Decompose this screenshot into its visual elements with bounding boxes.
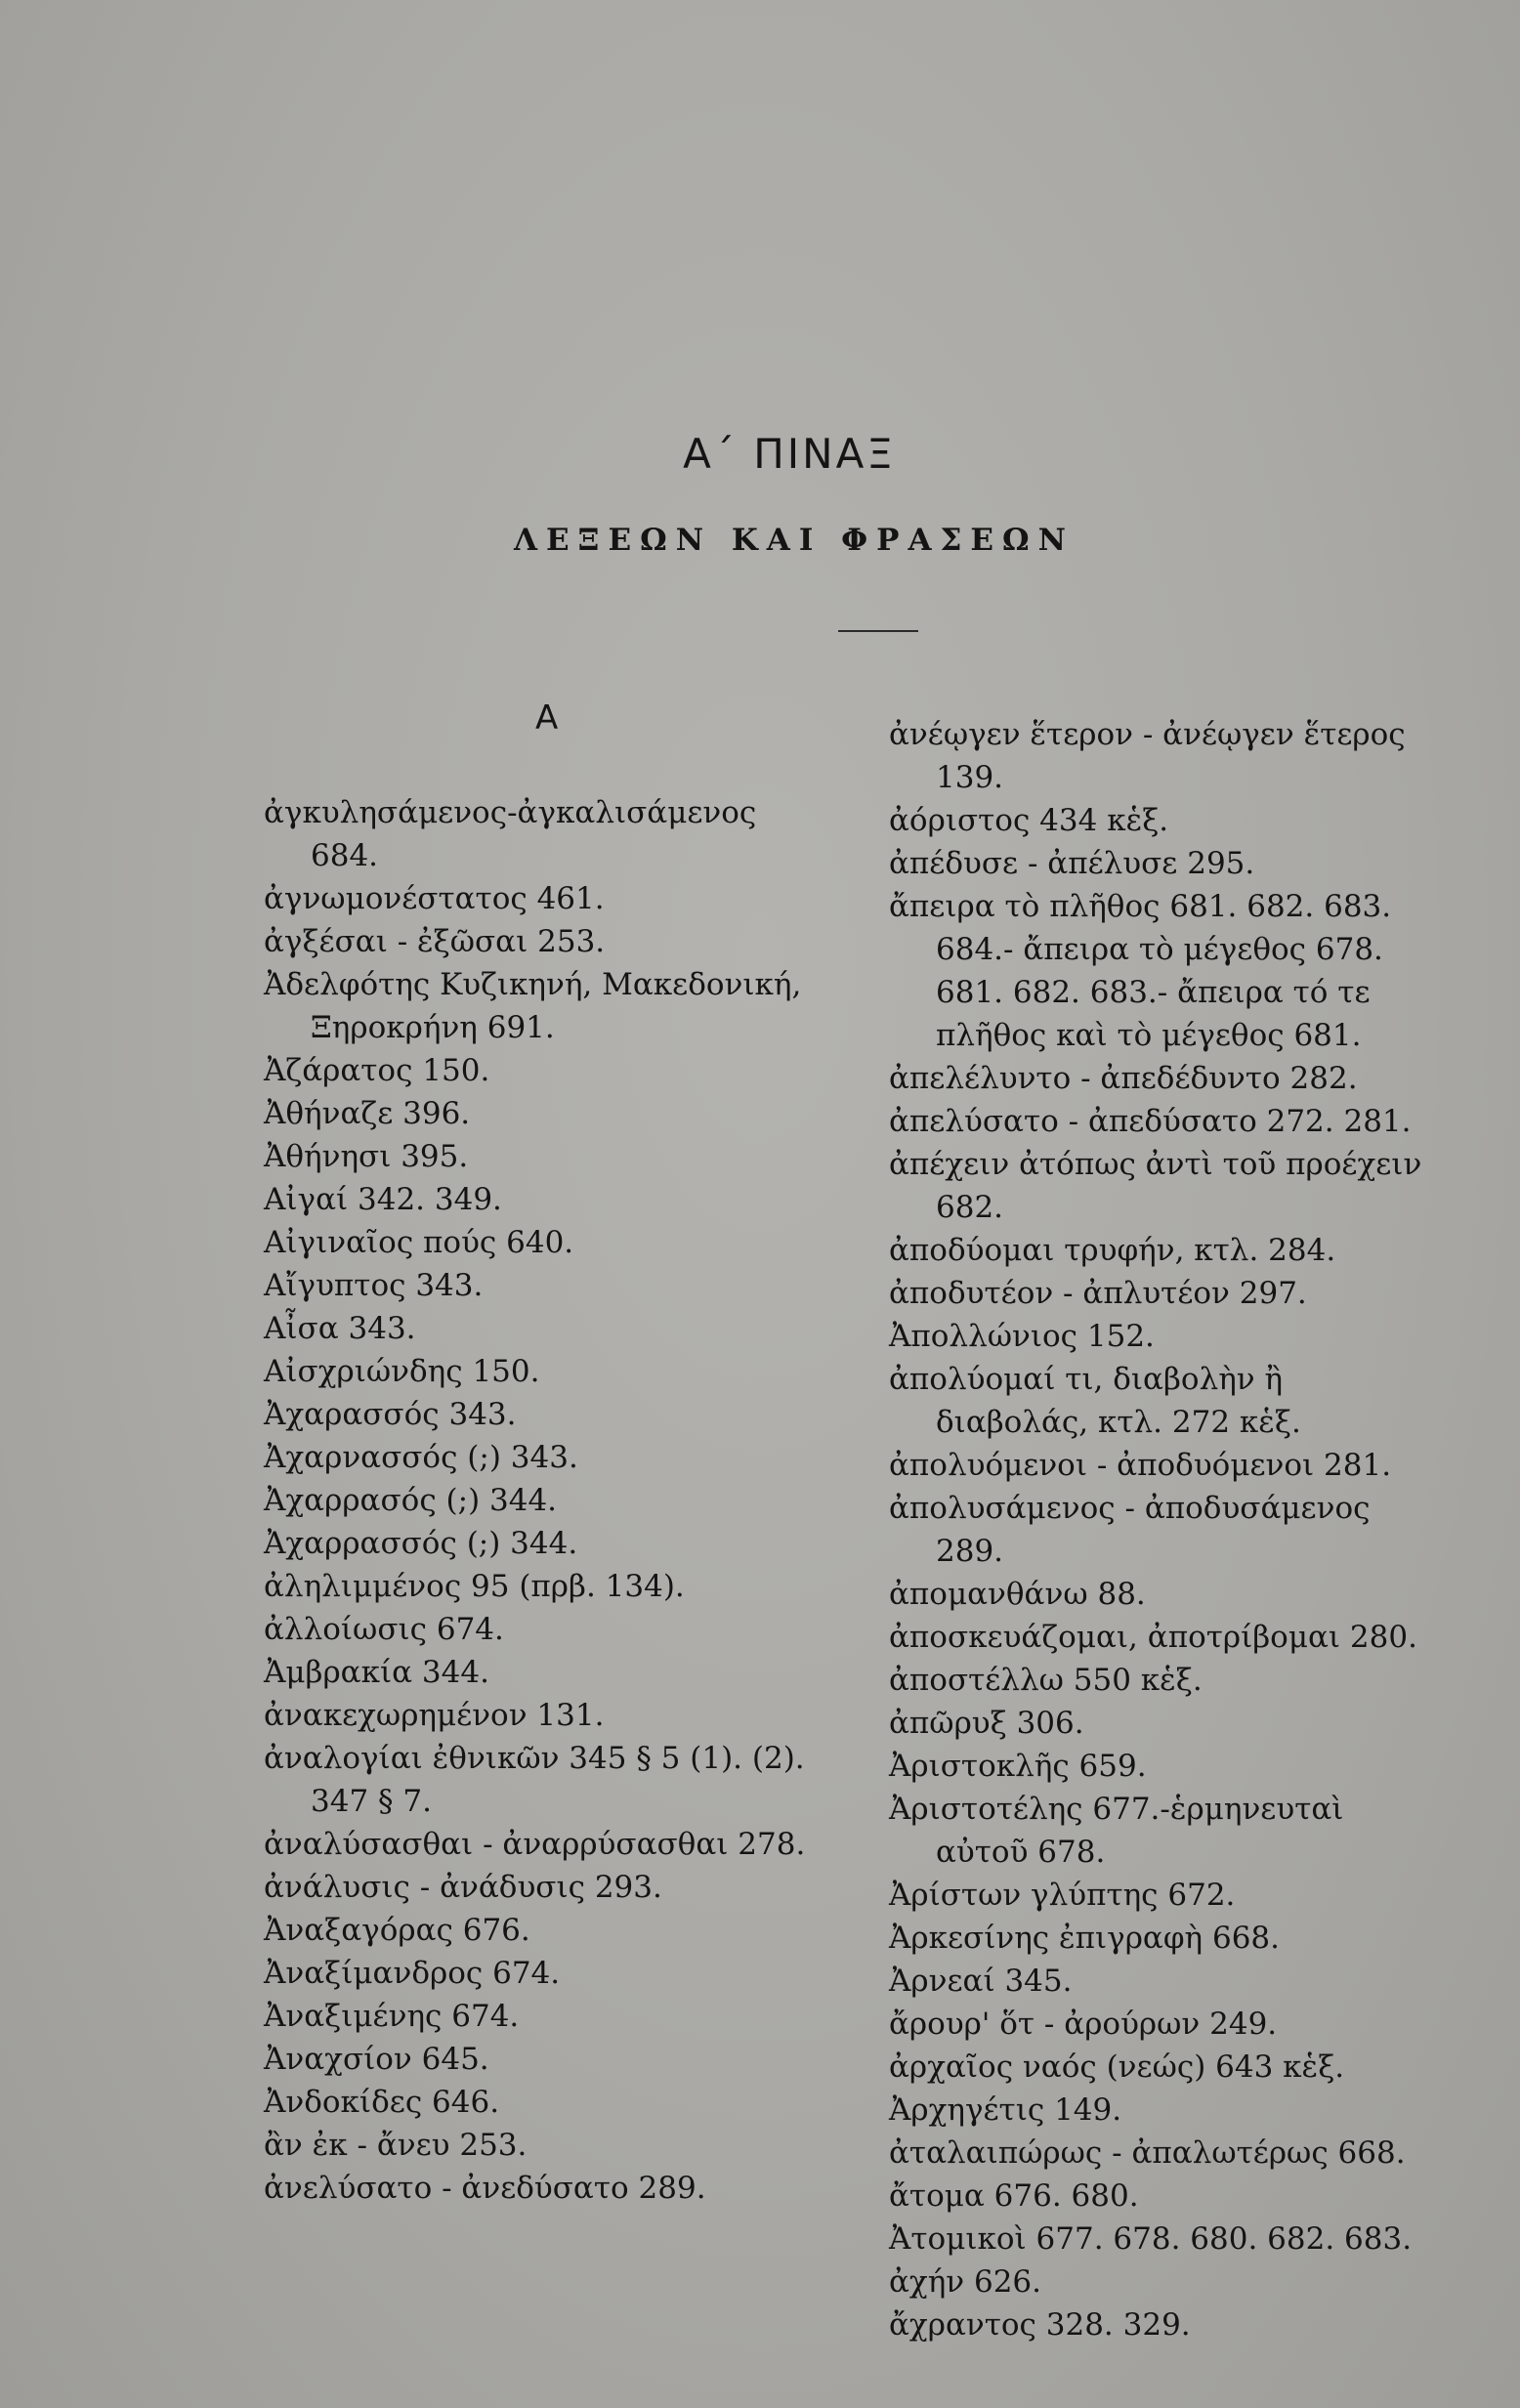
index-entry: Ἀχαρρασός (;) 344. <box>264 1483 558 1518</box>
index-entry: ἀποδύομαι τρυφήν, κτλ. 284. <box>889 1233 1336 1268</box>
index-entry: ἀρχαῖος ναός (νεώς) 643 κἑξ. <box>889 2049 1345 2085</box>
index-entry: ἀπῶρυξ 306. <box>889 1706 1084 1741</box>
index-entry: ἀπολυόμενοι - ἀποδυόμενοι 281. <box>889 1448 1392 1483</box>
index-entry: ἀγνωμονέστατος 461. <box>264 881 605 916</box>
index-entry: Ἀτομικοὶ 677. 678. 680. 682. 683. <box>889 2221 1413 2257</box>
index-entry: Ἀρνεαί 345. <box>889 1964 1073 1999</box>
index-column-left <box>264 791 811 2210</box>
index-entry: Αἴγυπτος 343. <box>264 1268 484 1303</box>
index-entry: ἀλλοίωσις 674. <box>264 1612 504 1647</box>
index-entry: Ἀρίστων γλύπτης 672. <box>889 1878 1236 1913</box>
index-entry: ἀπέχειν ἀτόπως ἀντὶ τοῦ προέχειν 682. <box>889 1147 1422 1225</box>
page-subtitle: ΛΕΞΕΩΝ ΚΑΙ ΦΡΑΣΕΩΝ <box>514 523 1075 558</box>
index-entry: ἀποστέλλω 550 κἑξ. <box>889 1663 1203 1698</box>
index-entry: Ἀνδοκίδες 646. <box>264 2085 500 2120</box>
index-entry: ἄπειρα τὸ πλῆθος 681. 682. 683. 684.- ἄπειρα τὸ μέγεθος 678. 681. 682. 683.- ἄπειρα τό τε πλῆθος καὶ τὸ μέγεθος 681. <box>889 889 1392 1053</box>
index-entry: ἀποδυτέον - ἀπλυτέον 297. <box>889 1276 1307 1311</box>
index-entry: Αἶσα 343. <box>264 1311 416 1346</box>
index-entry: ἀπολύομαί τι, διαβολὴν ἢ διαβολάς, κτλ. 272 κἑξ. <box>889 1362 1301 1440</box>
index-entry: ἀταλαιπώρως - ἀπαλωτέρως 668. <box>889 2135 1406 2171</box>
index-entry: Ἀρχηγέτις 149. <box>889 2092 1122 2128</box>
index-entry: ἀπομανθάνω 88. <box>889 1577 1146 1612</box>
index-entry: ἀπελύσατο - ἀπεδύσατο 272. 281. <box>889 1104 1412 1139</box>
index-entry: ἀποσκευάζομαι, ἀποτρίβομαι 280. <box>889 1620 1417 1655</box>
index-entry: Ἀδελφότης Κυζικηνή, Μακεδονική, Ξηροκρήνη 691. <box>264 967 802 1045</box>
index-entry: ἄτομα 676. 680. <box>889 2178 1139 2214</box>
index-entry: Αἰγαί 342. 349. <box>264 1182 502 1217</box>
index-entry: Ἀναξιμένης 674. <box>264 1999 520 2034</box>
page-title: Α΄ ΠΙΝΑΞ <box>683 430 896 478</box>
index-entry: Ἀμβρακία 344. <box>264 1655 489 1690</box>
title-divider <box>838 630 918 632</box>
index-entry: Αἰσχριώνδης 150. <box>264 1354 540 1389</box>
index-column-right <box>889 713 1436 2346</box>
index-entry: ἄχραντος 328. 329. <box>889 2307 1191 2343</box>
index-entry: Ἀναχσίον 645. <box>264 2042 489 2077</box>
index-entry: Ἀριστοτέλης 677.-ἑρμηνευταὶ αὐτοῦ 678. <box>889 1792 1344 1870</box>
index-entry: Ἀπολλώνιος 152. <box>889 1319 1155 1354</box>
index-entry: Ἀναξίμανδρος 674. <box>264 1956 561 1991</box>
index-entry: Ἀναξαγόρας 676. <box>264 1913 530 1948</box>
index-entry: ἀγκυλησάμενος-ἀγκαλισάμενος 684. <box>264 795 757 873</box>
index-entry: ἀνακεχωρημένον 131. <box>264 1698 605 1733</box>
index-entry: Αἰγιναῖος πούς 640. <box>264 1225 574 1260</box>
index-entry: ἀνάλυσις - ἀνάδυσις 293. <box>264 1870 662 1905</box>
index-entry: ἂν ἐκ - ἄνευ 253. <box>264 2128 528 2163</box>
index-entry: ἀπολυσάμενος - ἀποδυσάμενος 289. <box>889 1491 1371 1569</box>
index-entry: ἀόριστος 434 κἑξ. <box>889 803 1169 838</box>
index-entry: ἀναλογίαι ἐθνικῶν 345 § 5 (1). (2). 347 § 7. <box>264 1741 805 1819</box>
section-letter-heading: Α <box>535 698 559 738</box>
index-entry: Ἀχαρνασσός (;) 343. <box>264 1440 578 1475</box>
index-entry: ἄρουρ' ὅτ - ἀρούρων 249. <box>889 2007 1278 2042</box>
index-entry: ἀχήν 626. <box>889 2264 1042 2300</box>
index-entry: Ἀριστοκλῆς 659. <box>889 1749 1147 1784</box>
index-entry: ἀνελύσατο - ἀνεδύσατο 289. <box>264 2171 706 2206</box>
index-entry: Ἀζάρατος 150. <box>264 1053 490 1088</box>
index-entry: ἀγξέσαι - ἐξῶσαι 253. <box>264 924 606 959</box>
index-entry: ἀληλιμμένος 95 (πρβ. 134). <box>264 1569 685 1604</box>
index-entry: Ἀχαρασσός 343. <box>264 1397 517 1432</box>
index-entry: ἀπελέλυντο - ἀπεδέδυντο 282. <box>889 1061 1358 1096</box>
index-entry: ἀναλύσασθαι - ἀναρρύσασθαι 278. <box>264 1827 806 1862</box>
index-entry: Ἀθήναζε 396. <box>264 1096 471 1131</box>
index-entry: ἀνέῳγεν ἕτερον - ἀνέῳγεν ἕτερος 139. <box>889 717 1406 795</box>
index-entry: Ἀρκεσίνης ἐπιγραφὴ 668. <box>889 1921 1281 1956</box>
index-entry: Ἀχαρρασσός (;) 344. <box>264 1526 578 1561</box>
index-entry: ἀπέδυσε - ἀπέλυσε 295. <box>889 846 1255 881</box>
index-entry: Ἀθήνησι 395. <box>264 1139 469 1174</box>
